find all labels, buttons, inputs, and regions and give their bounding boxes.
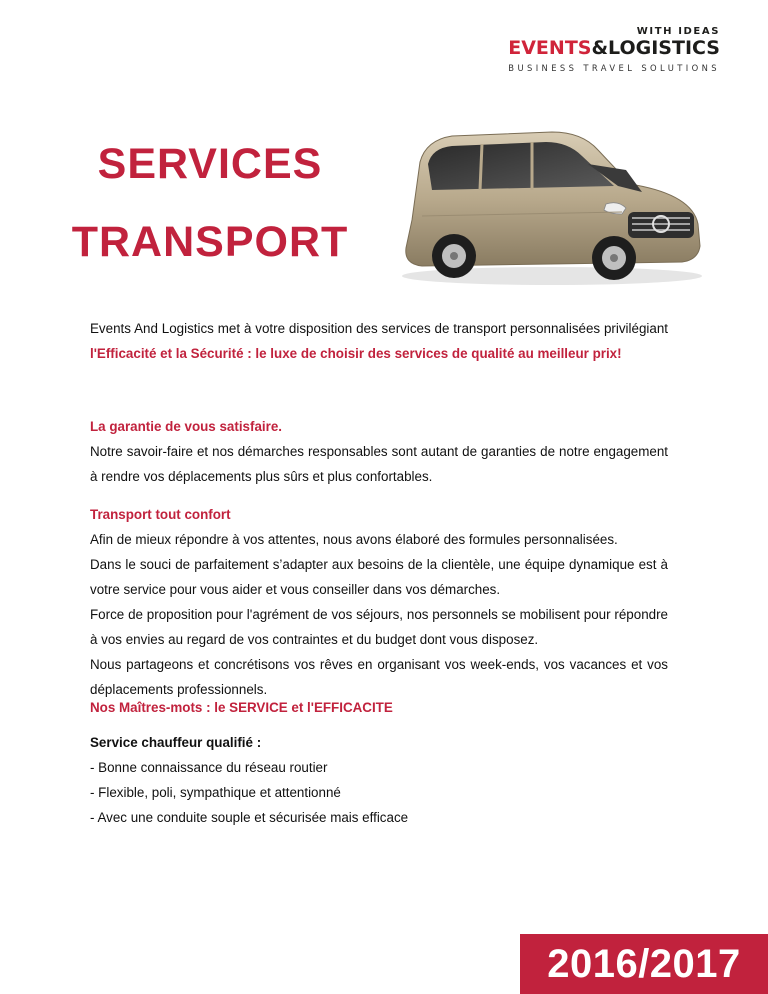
- section-heading-satisfaction: La garantie de vous satisfaire.: [90, 419, 283, 434]
- section-heading-comfort: Transport tout confort: [90, 507, 231, 522]
- company-logo: [492, 26, 720, 73]
- year-badge: 2016/2017: [520, 934, 768, 994]
- logo-tagline-top: WITH IDEAS: [636, 26, 720, 37]
- page-title-line1: SERVICES: [97, 140, 323, 188]
- logo-tagline-bottom: BUSINESS TRAVEL SOLUTIONS: [508, 63, 720, 73]
- comfort-paragraph-1: Afin de mieux répondre à vos attentes, nous avons élaboré des formules personnalisées.: [90, 532, 618, 547]
- section-comfort: [90, 502, 668, 702]
- logo-word-logistics: LOGISTICS: [608, 37, 720, 59]
- comfort-paragraph-4: Nous partageons et concrétisons vos rêves en organisant vos week-ends, vos vacances et vos déplacements professionnels.: [90, 657, 668, 697]
- logo-wordmark: [492, 38, 720, 58]
- section-satisfaction: [90, 414, 668, 489]
- logo-word-events: EVENTS: [508, 37, 592, 59]
- chauffeur-subheading: Service chauffeur qualifié :: [90, 735, 262, 750]
- comfort-paragraph-2: Dans le souci de parfaitement s’adapter aux besoins de la clientèle, une équipe dynamique est à votre service pour vous aider et vous conseiller dans vos démarches.: [90, 557, 668, 597]
- intro-highlight: l'Efficacité et la Sécurité : le luxe de choisir des services de qualité au meilleur prix!: [90, 346, 622, 361]
- section-body-satisfaction: Notre savoir-faire et nos démarches responsables sont autant de garanties de notre engagement à rendre vos déplacements plus sûrs et plus confortables.: [90, 444, 668, 484]
- logo-ampersand: &: [591, 37, 609, 59]
- intro-paragraph: [90, 316, 668, 366]
- page-title-line2: TRANSPORT: [71, 218, 349, 266]
- comfort-paragraph-3: Force de proposition pour l'agrément de vos séjours, nos personnels se mobilisent pour répondre à vos envies au regard de vos contraintes et du budget dont vous disposez.: [90, 607, 668, 647]
- intro-text: Events And Logistics met à votre disposition des services de transport personnalisées privilégiant: [90, 321, 668, 336]
- list-item: - Flexible, poli, sympathique et attentionné: [90, 785, 341, 800]
- section-heading-keywords: Nos Maîtres-mots : le SERVICE et l'EFFICACITE: [90, 700, 393, 715]
- list-item: - Avec une conduite souple et sécurisée mais efficace: [90, 810, 409, 825]
- section-keywords: [90, 695, 668, 830]
- van-image: [392, 120, 708, 288]
- list-item: - Bonne connaissance du réseau routier: [90, 760, 328, 775]
